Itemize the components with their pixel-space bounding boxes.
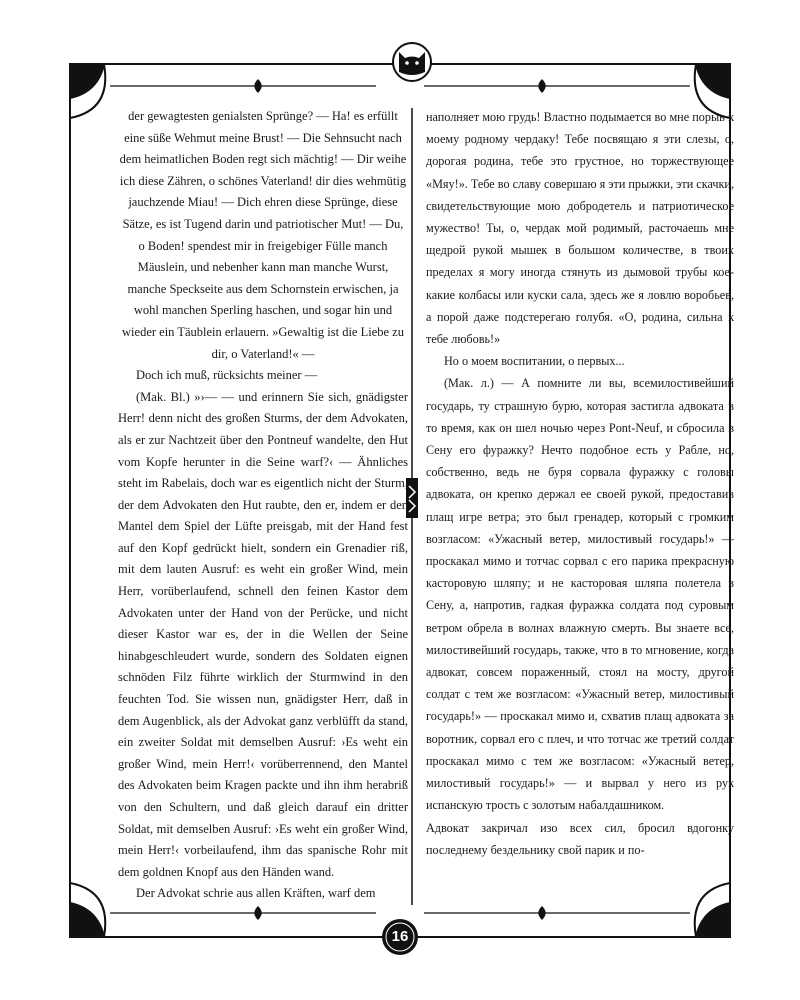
top-flourish-left — [110, 80, 376, 92]
paragraph: Но о моем воспитании, о первых... — [444, 354, 625, 369]
paragraph: (Мак. л.) — А помните ли вы, всемилостивейший государь, ту страшную бурю, которая застигла адвоката в то время, как он шел ночью через Pont-Neuf, и сбросила в Сену его фуражку? Нечто подобное есть у Рабле, но, собственно, ведь не буря сорвала фуражку с головы адвоката, он крепко держал ее своей рукой, предоставив плащ игре ветра; это был гренадер, который с громким возгласом: «Ужасный ветер, милостивый государь!» — проскакал мимо и тотчас сорвал с его парика прекрасную касторовую шляпу; и не касторовая шляпа полетела в Сену, а, напротив, гадкая фуражка солдата под суровым ветром обрела в волнах влажную смерть. Вы знаете все, милостивейший государь, также, что в то мгновение, когда адвокат, совсем пораженный, стоял на мосту, другой солдат с тем же возгласом: «Ужасный ветер, милостивый государь!» — проскакал мимо и, схватив плащ адвоката за воротник, сорвал его с плеч, и что тотчас же третий солдат проскакал мимо с тем же возгласом: «Ужасный ветер, милостивый государь!» — и вырвал у него из рук испанскую трость с золотым набалдашником. — [426, 376, 734, 813]
corner-ornament-bottom-right — [695, 883, 730, 937]
top-flourish-right — [424, 80, 690, 92]
paragraph: Der Advokat schrie aus allen Kräften, warf dem — [136, 886, 376, 901]
paragraph: Адвокат закричал изо всех сил, бросил вдогонку последнему бездельнику свой парик и по- — [426, 820, 734, 857]
page-number: 16 — [391, 928, 409, 945]
bottom-flourish-left — [110, 907, 376, 919]
corner-ornament-bottom-left — [70, 883, 105, 937]
bottom-flourish-right — [424, 907, 690, 919]
paragraph: der gewagtesten genialsten Sprünge? — Ha! es erfüllt eine süße Wehmut meine Brust! — Die Sehnsucht nach dem heimatlichen Boden regt sich mächtig! — Dir weihe ich diese Zähren, o schönes Vaterland! dir dies wehmütig jauchzende Miau! — Dich ehren diese Sprünge, diese Sätze, es ist Tugend darin und patriotischer Mut! — Du, o Boden! spendest mir in freigebiger Fülle manch Mäuslein, und nebenher kann man manche Wurst, manche Speckseite aus dem Schornstein erwischen, ja wohl manchen Sperling haschen, und sogar hin und wieder ein Täublein erlauern. »Gewaltig ist die Liebe zu dir, o Vaterland!« — — [119, 109, 407, 361]
paragraph: Doch ich muß, rücksichts meiner — — [136, 368, 318, 383]
left-column-german — [118, 106, 408, 905]
right-column-russian — [426, 106, 734, 861]
corner-ornament-top-left — [70, 64, 105, 118]
paragraph: наполняет мою грудь! Властно подымается во мне порыв к моему родному чердаку! Тебе посвящаю я эти слезы, о, дорогая родина, тебе это грустное, но торжествующее «Мяу!». Тебе во славу совершаю я эти прыжки, эти скачки, свидетельствующие мою добродетель и патриотическое мужество! Ты, о, чердак мой родимый, расточаешь мне щедрой рукой мышек в большом количестве, в твоих пределах я могу иногда стянуть из дымовой трубы кое-какие колбасы или куски сала, здесь же я ловлю воробьев, а порой даже подстерегаю голубя. «О, родина, сильна к тебе любовь!» — [426, 110, 734, 347]
paragraph: (Mak. Bl.) »›— — und erinnern Sie sich, gnädigster Herr! denn nicht des großen Sturms, der dem Advokaten, als er zur Nachtzeit über den Pontneuf wandelte, den Hut vom Kopfe herunter in die Seine warf?‹ — Ähnliches steht im Rabelais, doch war es eigentlich nicht der Sturm, der dem Advokaten den Hut raubte, den er, indem er den Mantel dem Spiel der Lüfte preisgab, mit der Hand fest auf den Kopf gedrückt hielt, sondern ein Grenadier riß, mit dem lauten Ausruf: es weht ein großer Wind, mein Herr, vorüberlaufend, schnell den feinen Kastor dem Advokaten unter der Hand von der Perücke, und nicht dieser Kastor war es, der in die Wellen der Seine hinabgeschleudert wurde, sondern des Soldaten eignen schnöden Filz führte wirklich der Sturmwind in den feuchten Tod. Sie wissen nun, gnädigster Herr, daß in dem Augenblick, als der Advokat ganz verblüfft da stand, ein zweiter Soldat mit demselben Ausruf: ›Es weht ein großer Wind, mein Herr!‹ vorüberrennend, den Mantel des Advokaten beim Kragen packte und ihn ihm herabriß von den Schultern, und daß gleich darauf ein dritter Soldat, mit demselben Ausruf: ›Es weht ein großer Wind, mein Herr!‹ vorbeilaufend, ihm das spanische Rohr mit dem goldnen Knopf aus den Händen wand. — [118, 389, 408, 879]
cat-icon — [393, 43, 431, 81]
